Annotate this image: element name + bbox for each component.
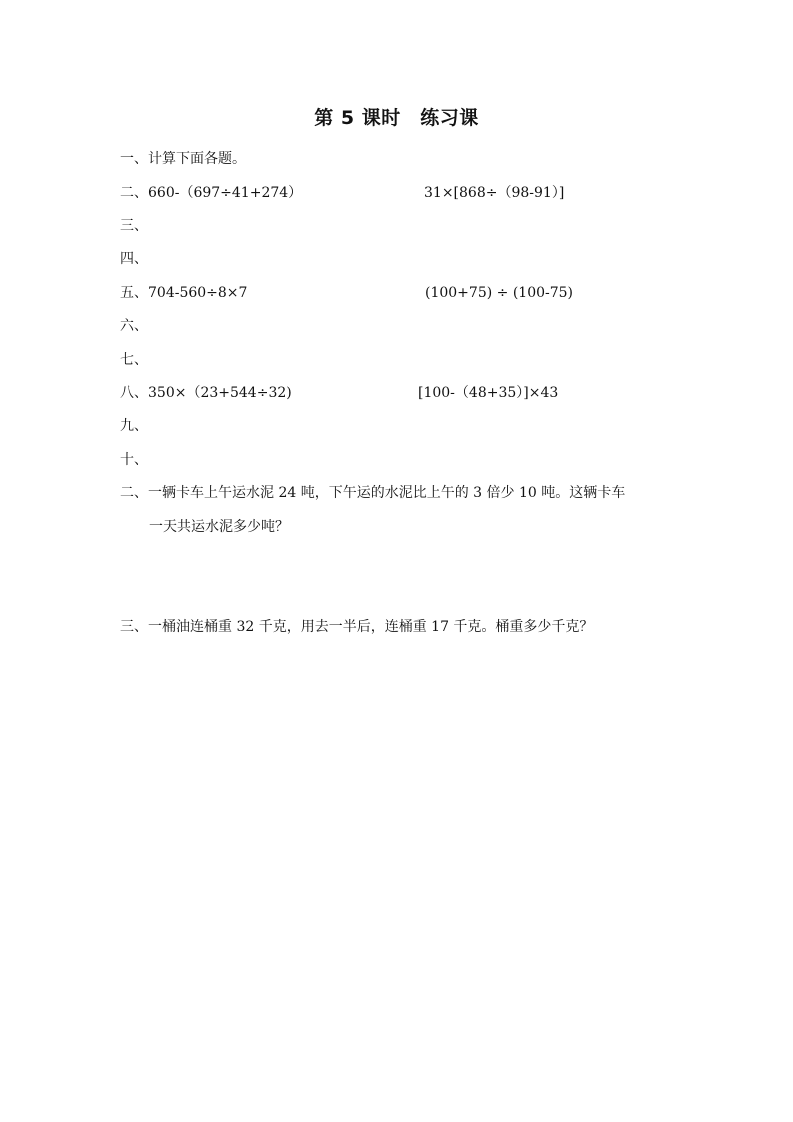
exercise-2-left: 二、660-（697÷41+274） <box>120 185 303 201</box>
section-heading-calc: 一、计算下面各题。 <box>120 151 246 167</box>
exercise-10: 十、 <box>120 452 148 468</box>
exercise-7: 七、 <box>120 352 148 368</box>
word-problem-3: 三、一桶油连桶重 32 千克，用去一半后，连桶重 17 千克。桶重多少千克？ <box>120 619 594 635</box>
exercise-5-left: 五、704-560÷8×7 <box>120 285 248 301</box>
exercise-2-right: 31×[868÷（98-91）] <box>424 185 565 201</box>
exercise-4: 四、 <box>120 251 148 267</box>
page-title: 第 5 课时 练习课 <box>314 107 479 129</box>
exercise-3: 三、 <box>120 218 148 234</box>
exercise-8-right: [100-（48+35）]×43 <box>418 385 559 401</box>
exercise-5-right: (100+75) ÷ (100-75) <box>425 285 574 301</box>
word-problem-2-line1: 二、一辆卡车上午运水泥 24 吨，下午运的水泥比上午的 3 倍少 10 吨。这辆卡车 <box>120 485 626 501</box>
exercise-8-left: 八、350×（23+544÷32) <box>120 385 292 401</box>
word-problem-2-line2: 一天共运水泥多少吨？ <box>149 519 289 535</box>
exercise-6: 六、 <box>120 318 148 334</box>
exercise-9: 九、 <box>120 418 148 434</box>
